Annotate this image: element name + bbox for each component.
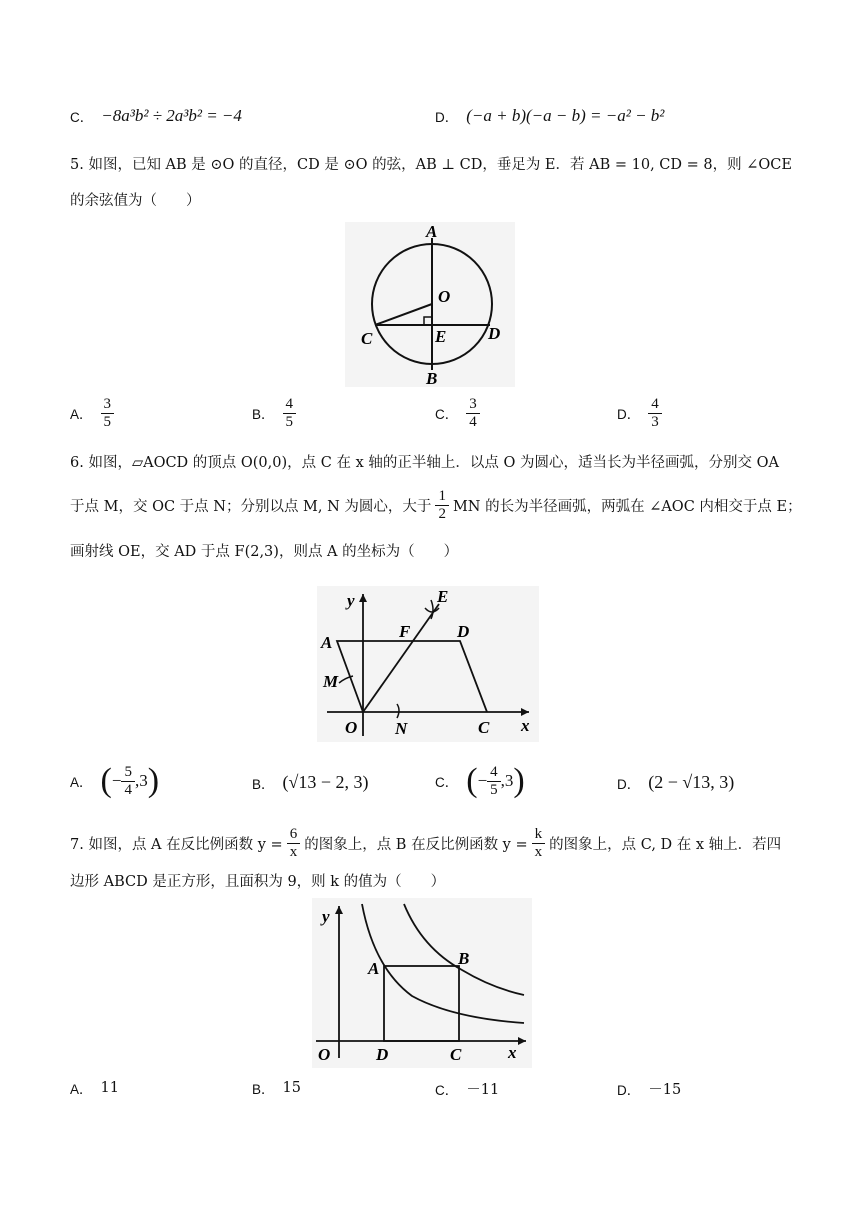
- q7-hyperbola-figure: [312, 898, 532, 1068]
- label-e: E: [435, 327, 447, 346]
- q5-stem-line1: 5. 如图，已知 AB 是 ⊙O 的直径，CD 是 ⊙O 的弦，AB ⊥ CD，垂足为 E．若 AB = 10, CD = 8，则 ∠OCE: [70, 157, 792, 173]
- left-paren: (: [466, 762, 478, 799]
- option-label: A．: [70, 1082, 93, 1097]
- fraction-k-over-x: [532, 826, 546, 860]
- option-fraction: [101, 396, 115, 430]
- right-paren: ): [513, 762, 525, 799]
- label-o: O: [318, 1045, 331, 1064]
- label-a: A: [321, 633, 333, 652]
- label-d: D: [488, 324, 501, 343]
- label-d: D: [376, 1045, 389, 1064]
- denominator: 5: [103, 413, 112, 430]
- label-y: y: [322, 907, 330, 926]
- denominator: x: [289, 843, 298, 860]
- denominator: 4: [124, 781, 132, 798]
- option-label: D．: [617, 407, 641, 422]
- q5-option-c: [435, 396, 480, 430]
- option-expression: (−a + b)(−a − b) = −a² − b²: [466, 106, 665, 125]
- q6-stem-line3: 画射线 OE，交 AD 于点 F(2,3)，则点 A 的坐标为（ ）: [70, 544, 459, 560]
- option-label: A．: [70, 775, 93, 790]
- numerator: 4: [648, 396, 662, 414]
- option-value: －11: [466, 1082, 500, 1098]
- numerator: k: [532, 826, 546, 844]
- option-expression: (2 − √13, 3): [648, 772, 735, 792]
- q7-stem-line2: 边形 ABCD 是正方形，且面积为 9，则 k 的值为（ ）: [70, 874, 446, 890]
- figure-background: [312, 898, 532, 1068]
- minus-sign: −: [111, 771, 122, 790]
- denominator: 3: [651, 413, 659, 430]
- option-label: C．: [435, 775, 459, 790]
- q5-stem-line2: 的余弦值为（ ）: [70, 193, 201, 209]
- numerator: 6: [287, 826, 301, 844]
- q7-stem-line1: [70, 826, 781, 860]
- option-expression: [101, 764, 160, 798]
- left-paren: (: [100, 762, 112, 799]
- stem-text: 的图象上，点 C, D 在 x 轴上．若四: [549, 836, 782, 853]
- q7-option-b: [252, 1078, 301, 1098]
- q6-parallelogram-figure: [317, 586, 539, 742]
- label-o: O: [438, 287, 451, 306]
- numerator: 3: [466, 396, 480, 414]
- option-expression: [466, 764, 525, 798]
- y-coordinate: ,3: [500, 771, 514, 790]
- label-a: A: [368, 959, 380, 978]
- option-label: A．: [70, 407, 93, 422]
- option-label: D．: [617, 776, 641, 792]
- option-label: C．: [70, 110, 94, 125]
- denominator: 2: [438, 505, 446, 522]
- label-y: y: [347, 591, 355, 610]
- option-label: B．: [252, 407, 275, 422]
- q7-option-c: [435, 1078, 499, 1099]
- option-label: C．: [435, 1082, 459, 1098]
- option-expression: −8a³b² ÷ 2a³b² = −4: [101, 106, 242, 125]
- q7-option-a: [70, 1078, 119, 1098]
- y-coordinate: ,3: [134, 771, 148, 790]
- q5-option-b: [252, 396, 296, 430]
- denominator: 4: [469, 413, 477, 430]
- minus-sign: −: [477, 771, 488, 790]
- half-fraction: [435, 488, 449, 522]
- numerator: 4: [283, 396, 297, 414]
- label-f: F: [399, 622, 411, 641]
- label-b: B: [426, 369, 438, 387]
- numerator: 1: [435, 488, 449, 506]
- q6-option-b: [252, 772, 369, 793]
- option-fraction: [121, 764, 135, 798]
- option-fraction: [648, 396, 662, 430]
- label-c: C: [450, 1045, 462, 1064]
- denominator: x: [534, 843, 543, 860]
- q6-option-a: [70, 764, 159, 798]
- option-value: 15: [282, 1080, 301, 1096]
- stem-text: 于点 M，交 OC 于点 N；分别以点 M, N 为圆心，大于: [70, 498, 432, 515]
- option-fraction: [466, 396, 480, 430]
- option-label: B．: [252, 1082, 275, 1097]
- q4-option-d: [435, 106, 664, 126]
- option-label: D．: [435, 110, 459, 125]
- label-d: D: [457, 622, 470, 641]
- stem-text: MN 的长为半径画弧，两弧在 ∠AOC 内相交于点 E；: [452, 498, 802, 515]
- q6-option-d: [617, 772, 734, 793]
- q6-option-c: [435, 764, 525, 798]
- label-m: M: [323, 672, 339, 691]
- numerator: 5: [121, 764, 135, 782]
- label-n: N: [395, 719, 408, 738]
- option-label: D．: [617, 1082, 641, 1098]
- label-e: E: [437, 587, 449, 606]
- stem-text: 的图象上，点 B 在反比例函数 y =: [304, 836, 528, 853]
- q5-option-d: [617, 396, 662, 430]
- label-b: B: [458, 949, 470, 968]
- label-a: A: [426, 222, 438, 241]
- option-value: 11: [100, 1080, 119, 1096]
- q6-stem-line2: [70, 488, 802, 522]
- option-label: B．: [252, 776, 275, 792]
- denominator: 5: [490, 781, 498, 798]
- q5-circle-figure: [345, 222, 515, 387]
- option-expression: (√13 − 2, 3): [282, 772, 369, 792]
- stem-text: 7. 如图，点 A 在反比例函数 y =: [70, 836, 283, 853]
- q7-option-d: [617, 1078, 681, 1099]
- q5-option-a: [70, 396, 114, 430]
- denominator: 5: [285, 413, 294, 430]
- fraction-6-over-x: [287, 826, 301, 860]
- option-fraction: [283, 396, 297, 430]
- label-x: x: [508, 1043, 517, 1062]
- q6-stem-line1: 6. 如图，▱AOCD 的顶点 O(0,0)，点 C 在 x 轴的正半轴上．以点 O 为圆心，适当长为半径画弧，分别交 OA: [70, 455, 779, 471]
- option-fraction: [487, 764, 501, 798]
- label-o: O: [345, 718, 358, 737]
- option-value: －15: [648, 1082, 682, 1098]
- q4-option-c: [70, 106, 242, 126]
- numerator: 4: [487, 764, 501, 782]
- label-c: C: [478, 718, 490, 737]
- label-x: x: [521, 716, 530, 735]
- option-label: C．: [435, 407, 459, 422]
- label-c: C: [361, 329, 373, 348]
- right-paren: ): [147, 762, 160, 799]
- numerator: 3: [101, 396, 115, 414]
